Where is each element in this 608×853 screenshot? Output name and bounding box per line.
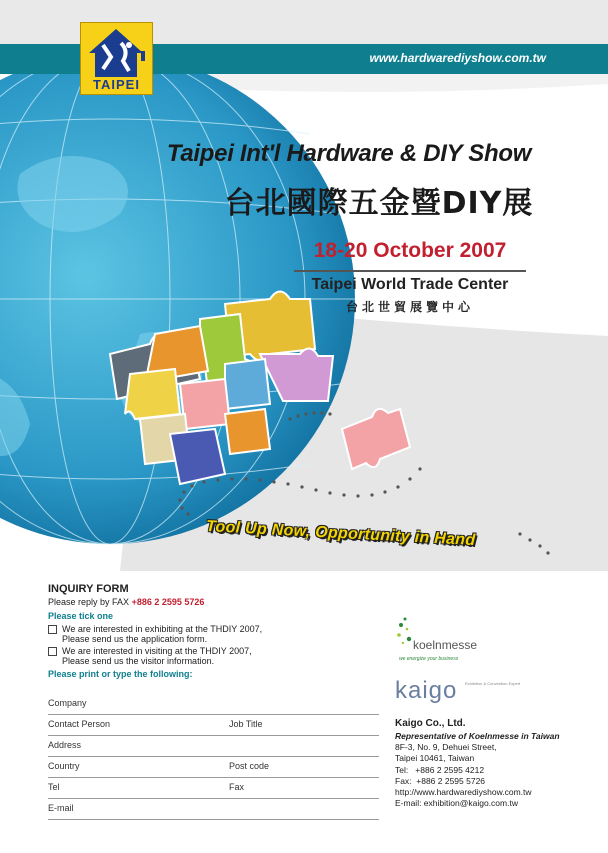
exhibit-option-line2: Please send us the application form. [62,634,208,644]
address-label: Address [48,740,82,750]
reply-fax-number: +886 2 2595 5726 [131,597,205,607]
company-name: Kaigo Co., Ltd. [395,718,466,729]
house-tools-icon [81,23,152,79]
job-title-label: Job Title [229,719,263,729]
visit-option[interactable] [48,646,383,666]
event-title-english: Taipei Int'l Hardware & DIY Show [166,140,532,167]
tick-heading: Please tick one [48,611,114,621]
koelnmesse-tagline: we energize your business [399,656,459,662]
contact-label: Contact Person [48,719,111,729]
contact-field[interactable] [48,714,379,736]
exhibit-option-line1: We are interested in exhibiting at the THDIY 2007, [62,624,263,634]
company-tel: Tel: +886 2 2595 4212 [395,764,485,775]
post-code-label: Post code [229,761,270,771]
exhibit-checkbox[interactable] [48,625,57,634]
koelnmesse-logo [395,615,535,665]
kaigo-tagline: Exhibition & Convention Expert [465,681,521,686]
company-website[interactable]: http://www.hardwarediyshow.com.tw [395,787,532,798]
country-field[interactable] [48,756,379,778]
visit-option-line1: We are interested in visiting at the THDIY 2007, [62,646,252,656]
visit-checkbox[interactable] [48,647,57,656]
email-label: E-mail [48,803,74,813]
country-label: Country [48,761,80,771]
company-email[interactable]: E-mail: exhibition@kaigo.com.tw [395,798,518,809]
tel-label: Tel [48,782,60,792]
event-dates: 18-20 October 2007 [313,239,507,262]
company-fax: Fax: +886 2 2595 5726 [395,775,486,786]
form-title: INQUIRY FORM [48,583,129,595]
event-title-chinese: 台北國際五金暨DIY展 [224,186,534,221]
venue-chinese: 台北世貿展覽中心 [345,300,474,314]
kaigo-logo [395,676,535,708]
koelnmesse-wordmark: koelnmesse [413,638,478,652]
website-url[interactable]: www.hardwarediyshow.com.tw [369,51,546,65]
visit-option-line2: Please send us the visitor information. [62,656,215,666]
tel-field[interactable] [48,777,379,799]
email-field[interactable] [48,798,379,820]
kaigo-wordmark: kaigo [395,677,458,704]
company-contact-block [395,717,595,810]
company-label: Company [48,698,87,708]
taipei-logo [80,22,153,95]
print-heading: Please print or type the following: [48,669,193,679]
date-divider [294,270,526,272]
event-slogan: Tool Up Now, Opportunity in Hand [205,518,476,550]
address-field[interactable] [48,735,379,757]
exhibit-option[interactable] [48,624,383,644]
reply-prefix: Please reply by FAX [48,597,130,607]
company-field[interactable] [48,693,379,715]
company-address-2: Taipei 10461, Taiwan [395,753,475,764]
fax-label: Fax [229,782,245,792]
company-representative: Representative of Koelnmesse in Taiwan [395,731,560,741]
logo-text: TAIPEI [93,77,140,92]
company-address-1: 8F-3, No. 9, Dehuei Street, [395,742,497,752]
venue-english: Taipei World Trade Center [311,276,509,293]
inquiry-form [48,583,383,680]
reply-instructions [48,596,383,608]
